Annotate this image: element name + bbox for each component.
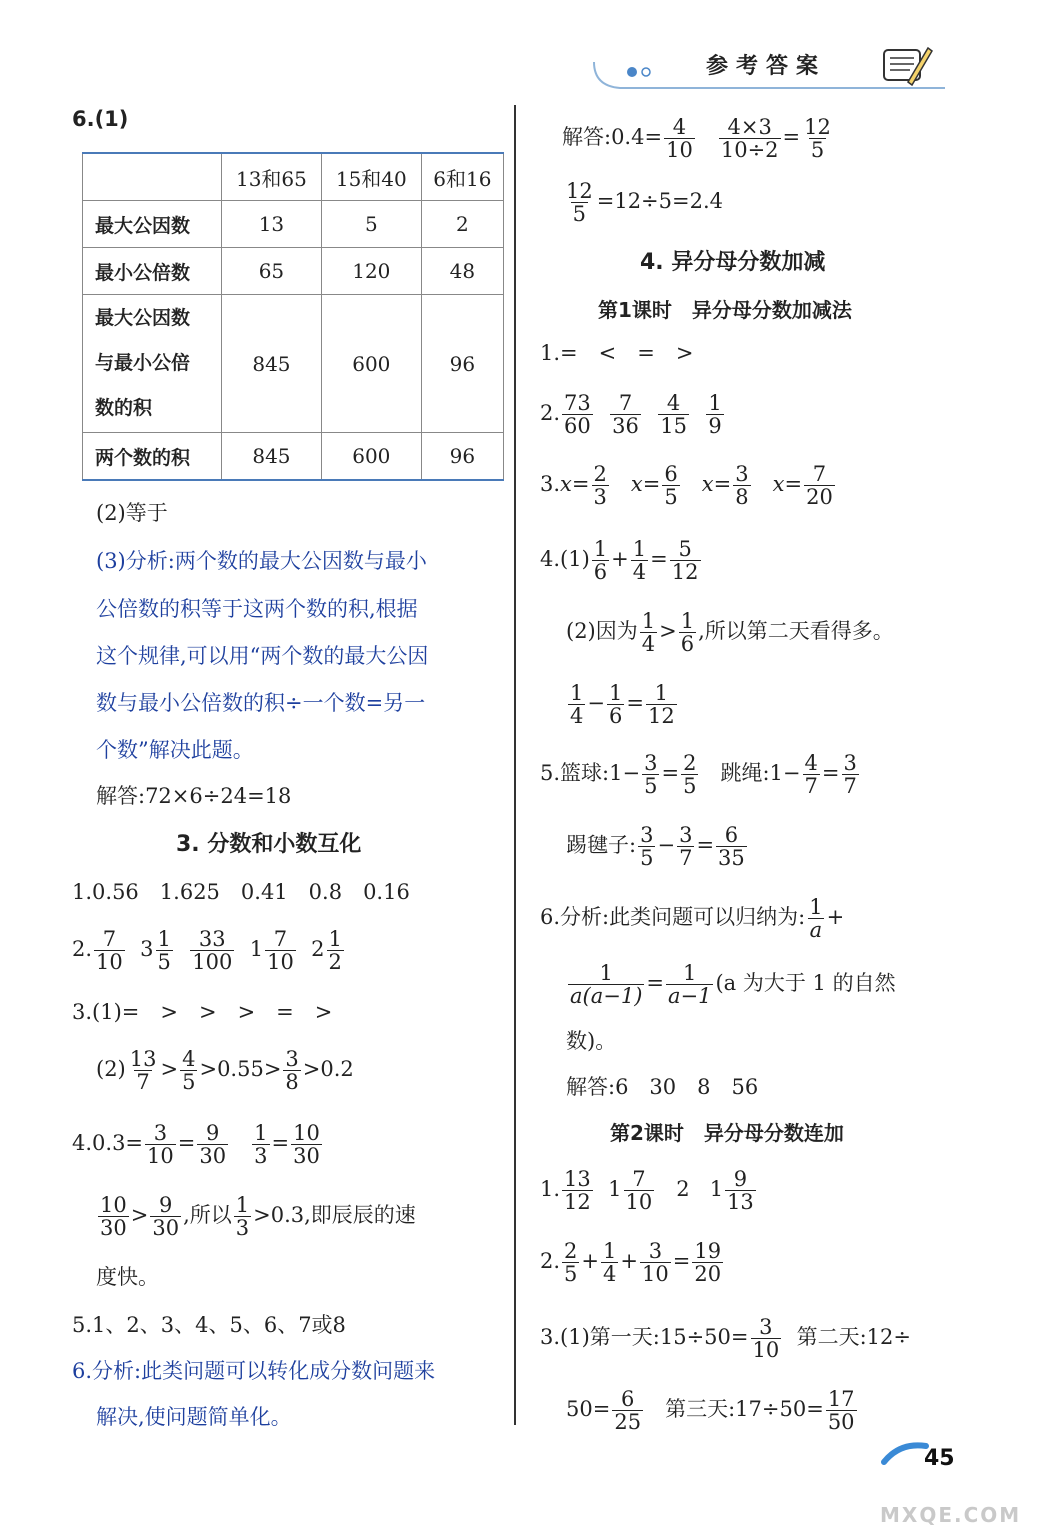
section-4-title: 4. 异分母分数加减: [640, 250, 826, 275]
l1-q6-c: 数)。: [566, 1029, 617, 1053]
s3-q4: 4.0.3= $\frac{3}{10}$ = $\frac{9}{30}$ $\frac{1}{3}$ = $\frac{10}{30}$: [72, 1121, 320, 1168]
table-cell: 65: [222, 248, 322, 295]
table-cell: 48: [421, 248, 503, 295]
table-cell: 600: [321, 433, 421, 481]
table-header-cell: 13和65: [222, 153, 322, 201]
answer-table: [82, 152, 504, 481]
l1-q6-b: $\frac{1}{a(a-1)}$ = $\frac{1}{a-1}$ (a 为大于 1 的自然: [570, 961, 896, 1008]
row-label: 两个数的积: [83, 433, 222, 481]
q6-answer: 解答:72×6÷24=18: [96, 784, 292, 808]
table-cell: 96: [421, 433, 503, 481]
l1-q4-1: 4.(1) $\frac{1}{6}$ + $\frac{1}{4}$ = $\frac{5}{12}$: [540, 537, 699, 584]
row-label: 最大公因数: [83, 201, 222, 248]
row-label-line: 数的积: [95, 397, 153, 419]
q6-3-analysis-line: 这个规律,可以用“两个数的最大公因: [96, 644, 429, 668]
l2-q2: 2. $\frac{2}{5}$ + $\frac{1}{4}$ + $\frac{3}{10}$ = $\frac{19}{20}$: [540, 1239, 722, 1286]
table-cell: 96: [421, 295, 503, 433]
table-cell: 120: [321, 248, 421, 295]
table-cell: 845: [222, 433, 322, 481]
row-label-line: 最大公因数: [95, 307, 191, 329]
section-3-title: 3. 分数和小数互化: [176, 832, 362, 857]
fraction: $\frac{7}{10}$: [267, 927, 294, 974]
s3-q5: 5.1、2、3、4、5、6、7或8: [72, 1313, 346, 1337]
table-header-cell: 15和40: [321, 153, 421, 201]
row-label: [83, 295, 222, 433]
row-label: 最小公倍数: [83, 248, 222, 295]
q6-2-answer: (2)等于: [96, 501, 168, 525]
q6-3-analysis-line: 公倍数的积等于这两个数的积,根据: [96, 597, 418, 621]
l2-q3-b: 50= $\frac{6}{25}$ 第三天:17÷50= $\frac{17}{50}$: [566, 1387, 855, 1434]
watermark: MXQE.COM: [880, 1503, 1022, 1527]
l2-q1: 1. $\frac{13}{12}$ 1 $\frac{7}{10}$ 2 1 $\frac{9}{13}$: [540, 1167, 754, 1214]
s3-q4-b: $\frac{10}{30}$ > $\frac{9}{30}$ ,所以 $\frac{1}{3}$ >0.3,即辰辰的速: [100, 1193, 416, 1240]
s3-q6-line: 解决,使问题简单化。: [96, 1405, 292, 1429]
l1-q6-answer: 解答:6 30 8 56: [566, 1075, 759, 1099]
fraction: $\frac{33}{100}$: [192, 927, 233, 974]
l1-q3: 3.x= $\frac{2}{3}$ x= $\frac{6}{5}$ x= $\frac{3}{8}$ x= $\frac{7}{20}$: [540, 462, 833, 509]
scroll-pencil-icon: [874, 42, 934, 92]
lesson-1-title: 第1课时 异分母分数加减法: [598, 298, 852, 322]
s3-q1: 1.0.56 1.625 0.41 0.8 0.16: [72, 880, 410, 904]
q6-3-analysis-line: (3)分析:两个数的最大公因数与最小: [96, 549, 427, 573]
q6-3-analysis-line: 数与最小公倍数的积÷一个数=另一: [96, 691, 426, 715]
table-row: [83, 248, 504, 295]
fraction: $\frac{1}{5}$: [157, 927, 171, 974]
s3-q3-1: 3.(1)= > > > = >: [72, 1000, 333, 1024]
s3-q3-2: (2) $\frac{13}{7}$ > $\frac{4}{5}$ >0.55> $\frac{3}{8}$ >0.2: [96, 1047, 354, 1094]
s3-q4-c: 度快。: [96, 1265, 159, 1289]
l1-q6: 6.分析:此类问题可以归纳为: $\frac{1}{a}$ +: [540, 895, 845, 942]
table-header-row: [83, 153, 504, 201]
table-header-cell: [83, 153, 222, 201]
s3-q6-line: 6.分析:此类问题可以转化成分数问题来: [72, 1359, 436, 1383]
q6-3-analysis-line: 个数”解决此题。: [96, 738, 254, 762]
l2-q3: 3.(1)第一天:15÷50= $\frac{3}{10}$ 第二天:12÷: [540, 1315, 911, 1362]
l1-q4-2: (2)因为 $\frac{1}{4}$ > $\frac{1}{6}$ ,所以第二天看得多。: [566, 609, 894, 656]
table-cell: 600: [321, 295, 421, 433]
l1-q4-3: $\frac{1}{4}$ − $\frac{1}{6}$ = $\frac{1}{12}$: [570, 681, 675, 728]
l1-q5-b: 踢毽子: $\frac{3}{5}$ − $\frac{3}{7}$ = $\frac{6}{35}$: [566, 823, 745, 870]
page-number-decoration: [880, 1440, 930, 1474]
page-number: 45: [924, 1446, 955, 1471]
column-divider: [514, 105, 516, 1425]
r-answer-1: 解答:0.4= $\frac{4}{10}$ $\frac{4\times 3}{10\div 2}$ = $\frac{12}{5}$: [562, 115, 831, 162]
table-cell: 2: [421, 201, 503, 248]
table-row: [83, 201, 504, 248]
table-row: [83, 295, 504, 433]
l1-q1: 1.= < = >: [540, 341, 694, 365]
s3-q2: 2. $\frac{7}{10}$ 3 $\frac{1}{5}$ $\frac{33}{100}$ 1 $\frac{7}{10}$ 2 $\frac{1}{2}$: [72, 927, 342, 974]
fraction: $\frac{7}{10}$: [96, 927, 123, 974]
lesson-2-title: 第2课时 异分母分数连加: [610, 1121, 844, 1145]
table-cell: 5: [321, 201, 421, 248]
row-label-line: 与最小公倍: [95, 352, 191, 374]
table-cell: 13: [222, 201, 322, 248]
header-title: 参考答案: [706, 54, 827, 79]
r-answer-2: $\frac{12}{5}$ =12÷5=2.4: [566, 179, 724, 226]
table-row: [83, 433, 504, 481]
q-number: 2.: [72, 937, 93, 961]
l1-q5: 5.篮球:1− $\frac{3}{5}$ = $\frac{2}{5}$ 跳绳:1− $\frac{4}{7}$ = $\frac{3}{7}$: [540, 751, 857, 798]
table-cell: 845: [222, 295, 322, 433]
fraction: $\frac{1}{2}$: [328, 927, 342, 974]
l1-q2: 2. $\frac{73}{60}$ $\frac{7}{36}$ $\frac{4}{15}$ $\frac{1}{9}$: [540, 391, 722, 438]
q6-1-label: 6.(1): [72, 107, 129, 131]
table-header-cell: 6和16: [421, 153, 503, 201]
